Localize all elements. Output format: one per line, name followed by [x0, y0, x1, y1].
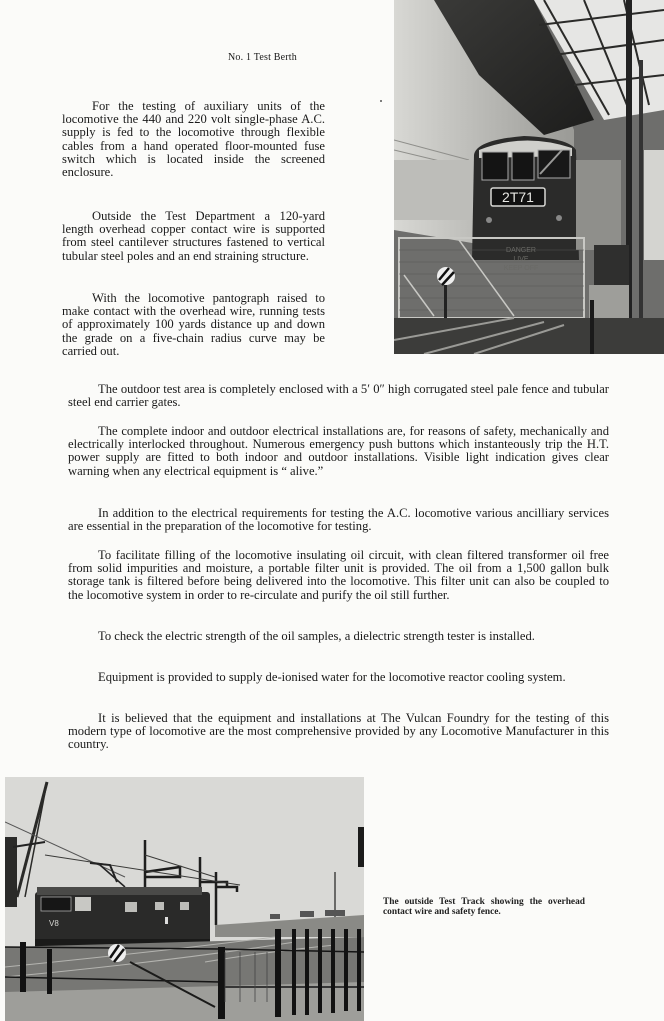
paragraph-pantograph-tests: With the locomotive pantograph raised to make contact with the overhead wire, running tests of approximately 100 yards distance up and down the grade on a five-chain radius curve may be carried out. [62, 291, 325, 358]
paragraph-conclusion: It is believed that the equipment and installations at The Vulcan Foundry for the testing of this modern type of locomotive are the most comprehensive provided by any Locomotive Manufacturer in this country. [68, 711, 609, 752]
photo-outside-test-track [5, 777, 364, 1021]
headcode-label: 2T71 [502, 189, 534, 205]
paragraph-ancillary-services: In addition to the electrical requirements for testing the A.C. locomotive various ancilliary services are essential in the preparation of the locomotive for testing. [68, 506, 609, 534]
gate-sign-live: LIVE [513, 256, 529, 263]
paragraph-dielectric-tester: To check the electric strength of the oil samples, a dielectric strength tester is installed. [98, 629, 535, 643]
gate-sign-danger: DANGER [506, 247, 536, 254]
photo-test-berth [394, 0, 664, 354]
print-speck [380, 100, 382, 102]
photo-caption: The outside Test Track showing the overhead contact wire and safety fence. [383, 897, 585, 918]
paragraph-outdoor-fence: The outdoor test area is completely enclosed with a 5′ 0″ high corrugated steel pale fence and tubular steel end carrier gates. [68, 382, 609, 410]
paragraph-overhead-wire: Outside the Test Department a 120-yard length overhead copper contact wire is supported from steel cantilever structures fastened to vertical tubular steel poles and an end straining structure. [62, 209, 325, 263]
page-heading: No. 1 Test Berth [228, 52, 297, 63]
loco-marking-label: V8 [49, 919, 59, 928]
paragraph-deionised-water: Equipment is provided to supply de-ionised water for the locomotive reactor cooling system. [98, 670, 566, 684]
gate-sign-keep-off: KEEP OFF [503, 265, 539, 272]
test-berth-photo-image [394, 0, 664, 354]
paragraph-oil-filtering: To facilitate filling of the locomotive insulating oil circuit, with clean filtered transformer oil free from solid impurities and moisture, a portable filter unit is provided. The oil from a 1,500 gallon bulk storage tank is filtered before being delivered into the locomotive. This filter unit can also be coupled to the locomotive system in order to re-circulate and purify the oil still further. [68, 548, 609, 602]
test-track-photo-image [5, 777, 364, 1021]
paragraph-auxiliary-units: For the testing of auxiliary units of the locomotive the 440 and 220 volt single-phase A.C. supply is fed to the locomotive through flexible cables from a hand operated floor-mounted fuse switch which is located inside the screened enclosure. [62, 99, 325, 180]
paragraph-interlocking: The complete indoor and outdoor electrical installations are, for reasons of safety, mechanically and electrically interlocked throughout. Numerous emergency push buttons which instanteously trip the H.T. power supply are fitted to both indoor and outdoor installations. Visible light indication gives clear warning when any electrical equipment is “ alive.” [68, 424, 609, 478]
